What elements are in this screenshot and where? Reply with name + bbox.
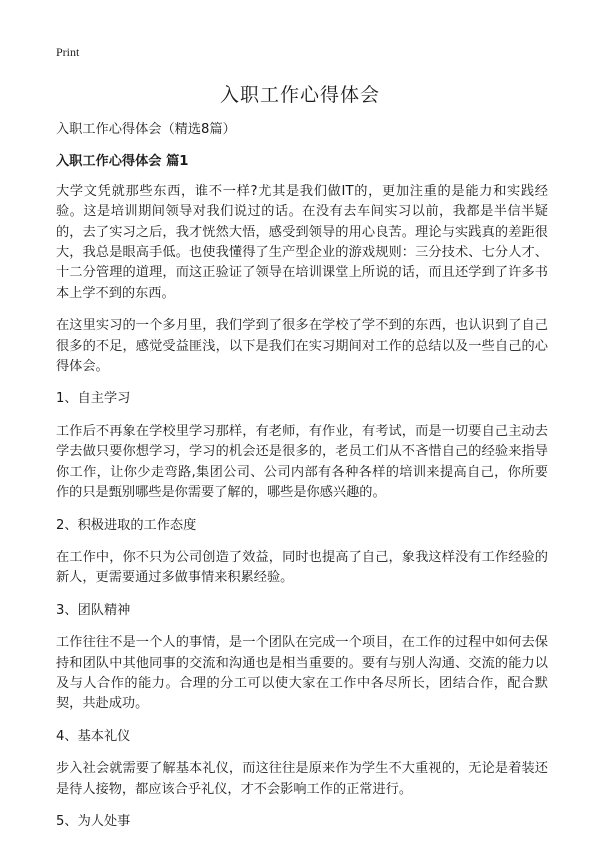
item-heading: 1、自主学习 (56, 391, 131, 407)
item-body: 在工作中，你不只为公司创造了效益，同时也提高了自己，象我这样没有工作经验的新人，更需要通过多做事情来积累经验。 (56, 549, 548, 586)
item-heading: 4、基本礼仪 (56, 728, 131, 744)
section-heading: 入职工作心得体会 篇1 (56, 154, 189, 170)
item-body: 工作往往不是一个人的事情，是一个团队在完成一个项目，在工作的过程中如何去保持和团队中其他同事的交流和沟通也是相当重要的。要有与别人沟通、交流的能力以及与人合作的能力。合理的分工可以使大家在工作中各尽所长，团结合作，配合默契，共赴成功。 (56, 635, 548, 712)
item-heading: 5、为人处事 (56, 813, 131, 829)
document-subtitle: 入职工作心得体会（精选8篇） (56, 122, 236, 137)
print-link[interactable]: Print (56, 45, 80, 59)
item-heading: 3、团队精神 (56, 602, 131, 618)
item-heading: 2、积极进取的工作态度 (56, 517, 197, 533)
document-title: 入职工作心得体会 (219, 84, 380, 106)
intro-paragraph: 大学文凭就那些东西，谁不一样?尤其是我们做IT的，更加注重的是能力和实践经验。这是培训期间领导对我们说过的话。在没有去车间实习以前，我都是半信半疑的，去了实习之后，我才恍然大悟，感受到领导的用心良苦。理论与实践真的差距很大，我总是眼高手低。也使我懂得了生产型企业的游戏规则：三分技术、七分人才、十二分管理的道理，而这正验证了领导在培训课堂上所说的话，而且还学到了许多书本上学不到的东西。 (56, 183, 548, 301)
item-body: 工作后不再象在学校里学习那样，有老师，有作业，有考试，而是一切要自己主动去学去做只要你想学习，学习的机会还是很多的，老员工们从不吝惜自己的经验来指导你工作，让你少走弯路,集团公司、公司内部有各种各样的培训来提高自己，你所要作的只是甄别哪些是你需要了解的，哪些是你感兴趣的。 (56, 423, 548, 501)
document-body (56, 120, 548, 844)
item-body: 步入社会就需要了解基本礼仪，而这往往是原来作为学生不大重视的，无论是着装还是待人接物，都应该合乎礼仪，才不会影响工作的正常进行。 (56, 761, 548, 797)
intro-paragraph: 在这里实习的一个多月里，我们学到了很多在学校了学不到的东西，也认识到了自己很多的不足，感觉受益匪浅，以下是我们在实习期间对工作的总结以及一些自己的心得体会。 (56, 318, 548, 375)
